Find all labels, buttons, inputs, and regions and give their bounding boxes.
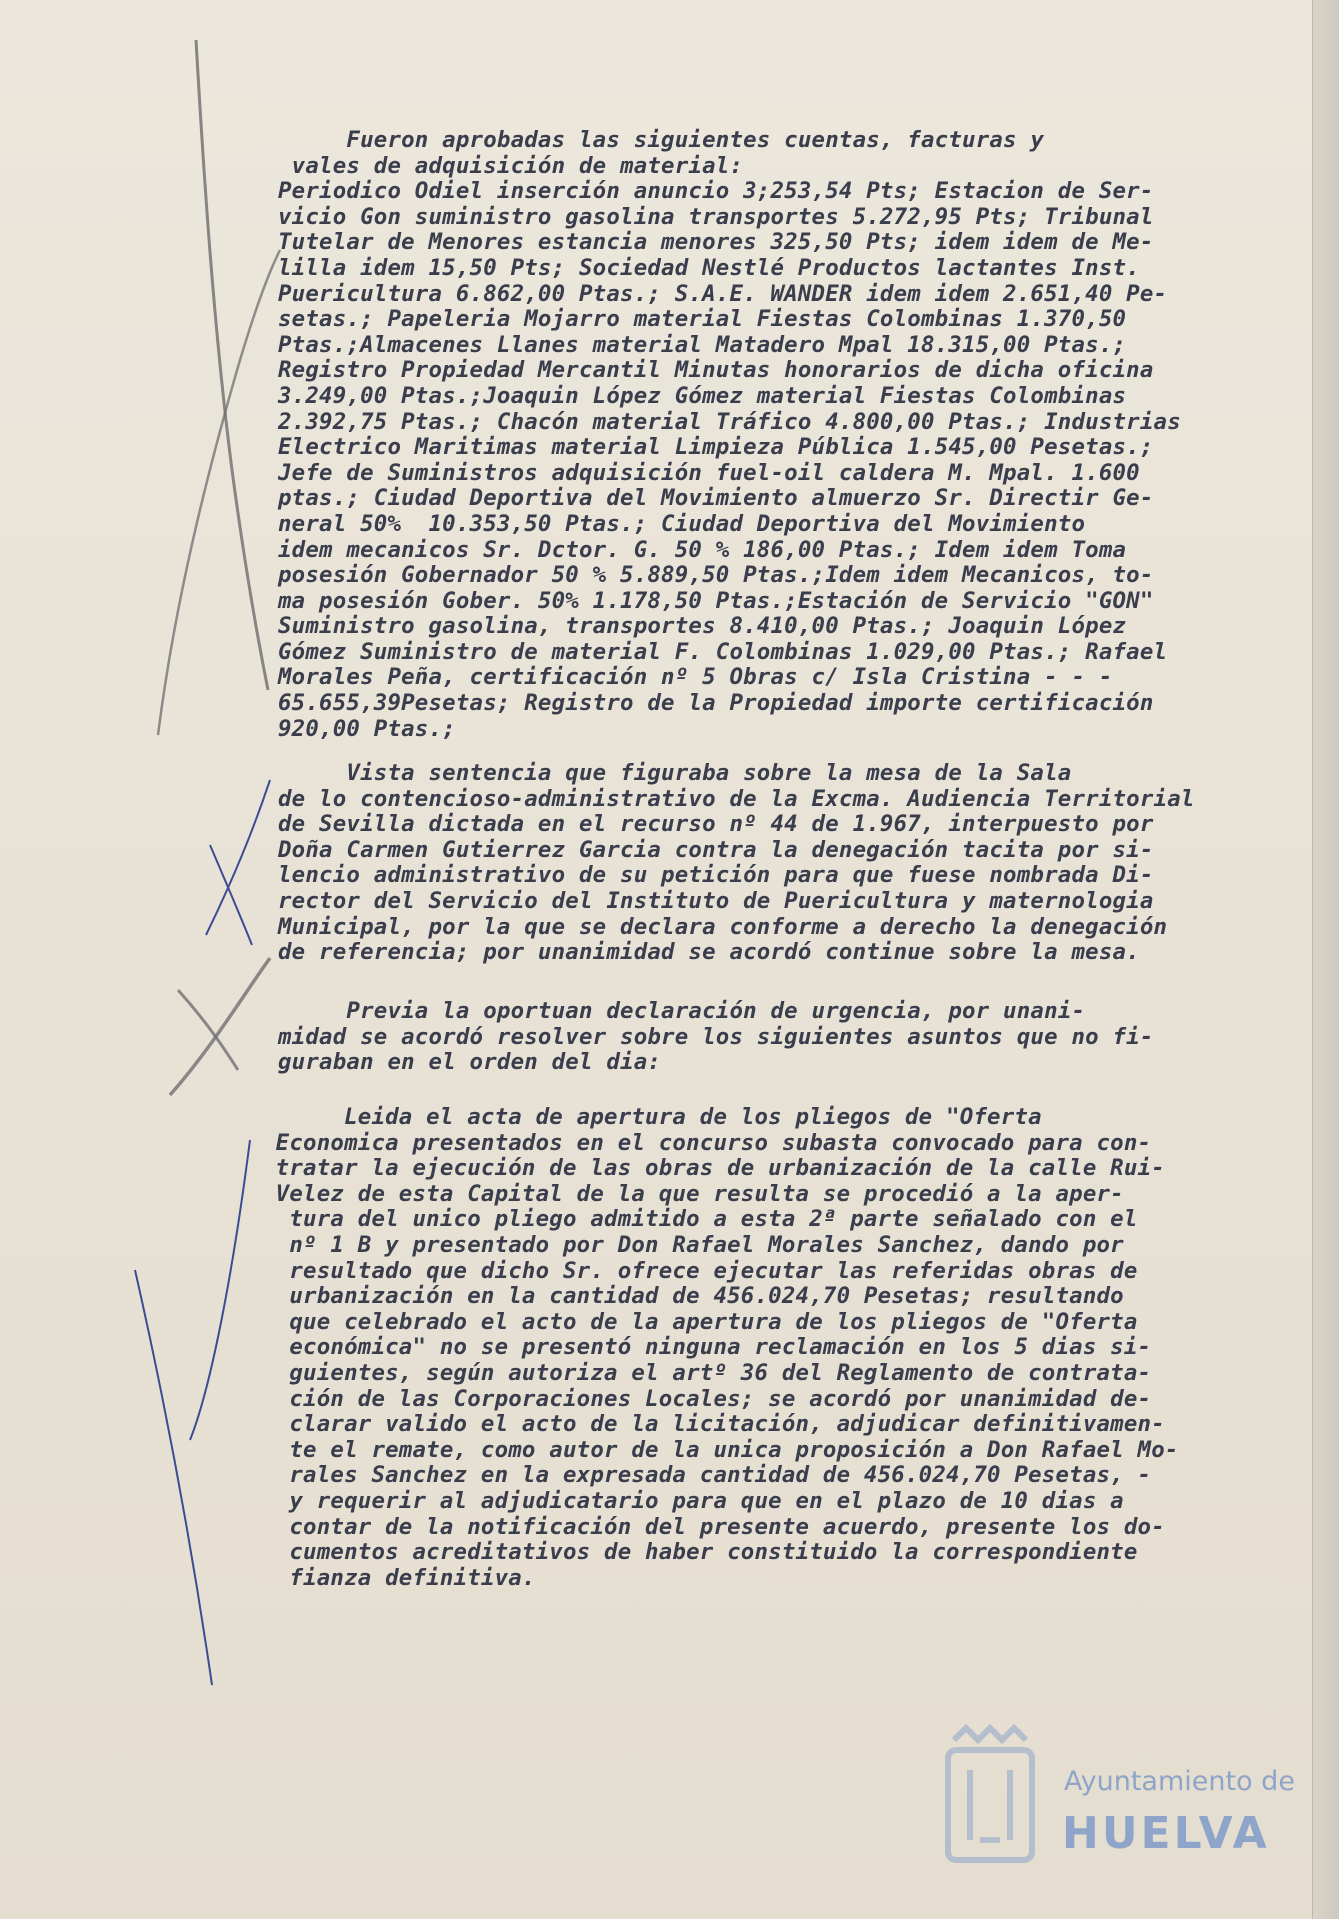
text-line: te el remate, como autor de la unica proposición a Don Rafael Mo- (262, 1436, 1179, 1463)
paragraph-sentence (278, 761, 1195, 966)
text-line: económica" no se presentó ninguna reclamación en los 5 dias si- (262, 1334, 1152, 1361)
text-line: Fueron aprobadas las siguientes cuentas, facturas y (278, 127, 1045, 153)
text-line: Suministro gasolina, transportes 8.410,00 Ptas.; Joaquin López (278, 613, 1127, 640)
text-line: contar de la notificación del presente acuerdo, presente los do- (262, 1513, 1165, 1540)
pen-cross-mark-4b (135, 1270, 212, 1685)
text-line: Puericultura 6.862,00 Ptas.; S.A.E. WANDER idem idem 2.651,40 Pe- (278, 280, 1168, 307)
text-line: Tutelar de Menores estancia menores 325,50 Pts; idem idem de Me- (278, 229, 1154, 256)
text-line: de referencia; por unanimidad se acordó continue sobre la mesa. (278, 939, 1140, 966)
text-line: que celebrado el acto de la apertura de los pliegos de "Oferta (262, 1308, 1138, 1335)
pencil-cross-mark-1 (196, 40, 268, 690)
text-line: guraban en el orden del dia: (278, 1049, 662, 1076)
text-line: ción de las Corporaciones Locales; se acordó por unanimidad de- (262, 1385, 1152, 1412)
watermark-line-2: HUELVA (1062, 1808, 1270, 1859)
text-line: tratar la ejecución de las obras de urbanización de la calle Rui- (262, 1155, 1165, 1182)
text-line: Economica presentados en el concurso subasta convocado para con- (262, 1129, 1152, 1156)
text-line: Previa la oportuan declaración de urgencia, por unani- (278, 998, 1086, 1024)
text-line: Gómez Suministro de material F. Colombinas 1.029,00 Ptas.; Rafael (278, 638, 1168, 665)
text-line: resultado que dicho Sr. ofrece ejecutar las referidas obras de (262, 1257, 1138, 1284)
watermark-line-1: Ayuntamiento de (1064, 1766, 1295, 1797)
text-line: Jefe de Suministros adquisición fuel-oil caldera M. Mpal. 1.600 (278, 459, 1140, 486)
text-line: vicio Gon suministro gasolina transportes 5.272,95 Pts; Tribunal (278, 203, 1154, 230)
text-line: 920,00 Ptas.; (278, 715, 456, 742)
text-line: rales Sanchez en la expresada cantidad de 456.024,70 Pesetas, - (262, 1462, 1152, 1489)
text-line: ptas.; Ciudad Deportiva del Movimiento almuerzo Sr. Directir Ge- (278, 485, 1154, 512)
text-line: de lo contencioso-administrativo de la Excma. Audiencia Territorial (278, 785, 1195, 812)
pencil-cross-mark-3a (170, 958, 270, 1095)
text-line: de Sevilla dictada en el recurso nº 44 de 1.967, interpuesto por (278, 811, 1154, 838)
text-line: Registro Propiedad Mercantil Minutas honorarios de dicha oficina (278, 357, 1154, 384)
text-line: lencio administrativo de su petición para que fuese nombrada Di- (278, 862, 1154, 889)
text-line: Velez de esta Capital de la que resulta se procedió a la aper- (262, 1180, 1124, 1207)
text-line: posesión Gobernador 50 % 5.889,50 Ptas.;Idem idem Mecanicos, to- (278, 562, 1154, 589)
pen-cross-mark-2a (206, 780, 270, 935)
text-line: idem mecanicos Sr. Dctor. G. 50 % 186,00 Ptas.; Idem idem Toma (278, 536, 1127, 563)
paragraph-urgency (278, 999, 1154, 1076)
text-line: Periodico Odiel inserción anuncio 3;253,54 Pts; Estacion de Ser- (278, 178, 1154, 205)
text-line: cumentos acreditativos de haber constituido la correspondiente (262, 1539, 1138, 1566)
text-line: Doña Carmen Gutierrez Garcia contra la denegación tacita por si- (278, 836, 1154, 863)
text-line: nº 1 B y presentado por Don Rafael Morales Sanchez, dando por (262, 1231, 1124, 1258)
text-line: 2.392,75 Ptas.; Chacón material Tráfico 4.800,00 Ptas.; Industrias (278, 408, 1181, 435)
text-line: Municipal, por la que se declara conforme a derecho la denegación (278, 913, 1168, 940)
text-line: fianza definitiva. (262, 1564, 536, 1591)
text-line: Leida el acta de apertura de los pliegos de "Oferta (262, 1104, 1042, 1130)
text-line: setas.; Papeleria Mojarro material Fiestas Colombinas 1.370,50 (278, 306, 1127, 333)
text-line: guientes, según autoriza el artº 36 del Reglamento de contrata- (262, 1359, 1152, 1386)
text-line: y requerir al adjudicatario para que en el plazo de 10 dias a (262, 1487, 1124, 1514)
text-line: Electrico Maritimas material Limpieza Pública 1.545,00 Pesetas.; (278, 434, 1154, 461)
page-edge (1312, 0, 1339, 1919)
pen-cross-mark-2b (210, 845, 252, 945)
text-line: clarar valido el acto de la licitación, adjudicar definitivamen- (262, 1411, 1165, 1438)
text-line: Vista sentencia que figuraba sobre la mesa de la Sala (278, 760, 1072, 786)
text-line: Morales Peña, certificación nº 5 Obras c/ Isla Cristina - - - (278, 664, 1113, 691)
pencil-cross-mark-1b (158, 250, 280, 735)
pencil-cross-mark-3b (178, 990, 238, 1070)
text-line: midad se acordó resolver sobre los siguientes asuntos que no fi- (278, 1023, 1154, 1050)
text-line: tura del unico pliego admitido a esta 2ª parte señalado con el (262, 1206, 1138, 1233)
text-line: 3.249,00 Ptas.;Joaquin López Gómez material Fiestas Colombinas (278, 382, 1127, 409)
paragraph-accounts (278, 128, 1181, 742)
text-line: ma posesión Gober. 50% 1.178,50 Ptas.;Estación de Servicio "GON" (278, 587, 1154, 614)
text-line: urbanización en la cantidad de 456.024,70 Pesetas; resultando (262, 1283, 1124, 1310)
pen-cross-mark-4a (190, 1140, 250, 1440)
text-line: lilla idem 15,50 Pts; Sociedad Nestlé Productos lactantes Inst. (278, 254, 1140, 281)
text-line: rector del Servicio del Instituto de Puericultura y maternologia (278, 887, 1154, 914)
text-line: neral 50% 10.353,50 Ptas.; Ciudad Deportiva del Movimiento (278, 510, 1086, 537)
text-line: Ptas.;Almacenes Llanes material Matadero Mpal 18.315,00 Ptas.; (278, 331, 1127, 358)
paragraph-tender (262, 1105, 1179, 1591)
text-line: 65.655,39Pesetas; Registro de la Propiedad importe certificación (278, 690, 1154, 717)
text-line: vales de adquisición de material: (278, 152, 744, 179)
